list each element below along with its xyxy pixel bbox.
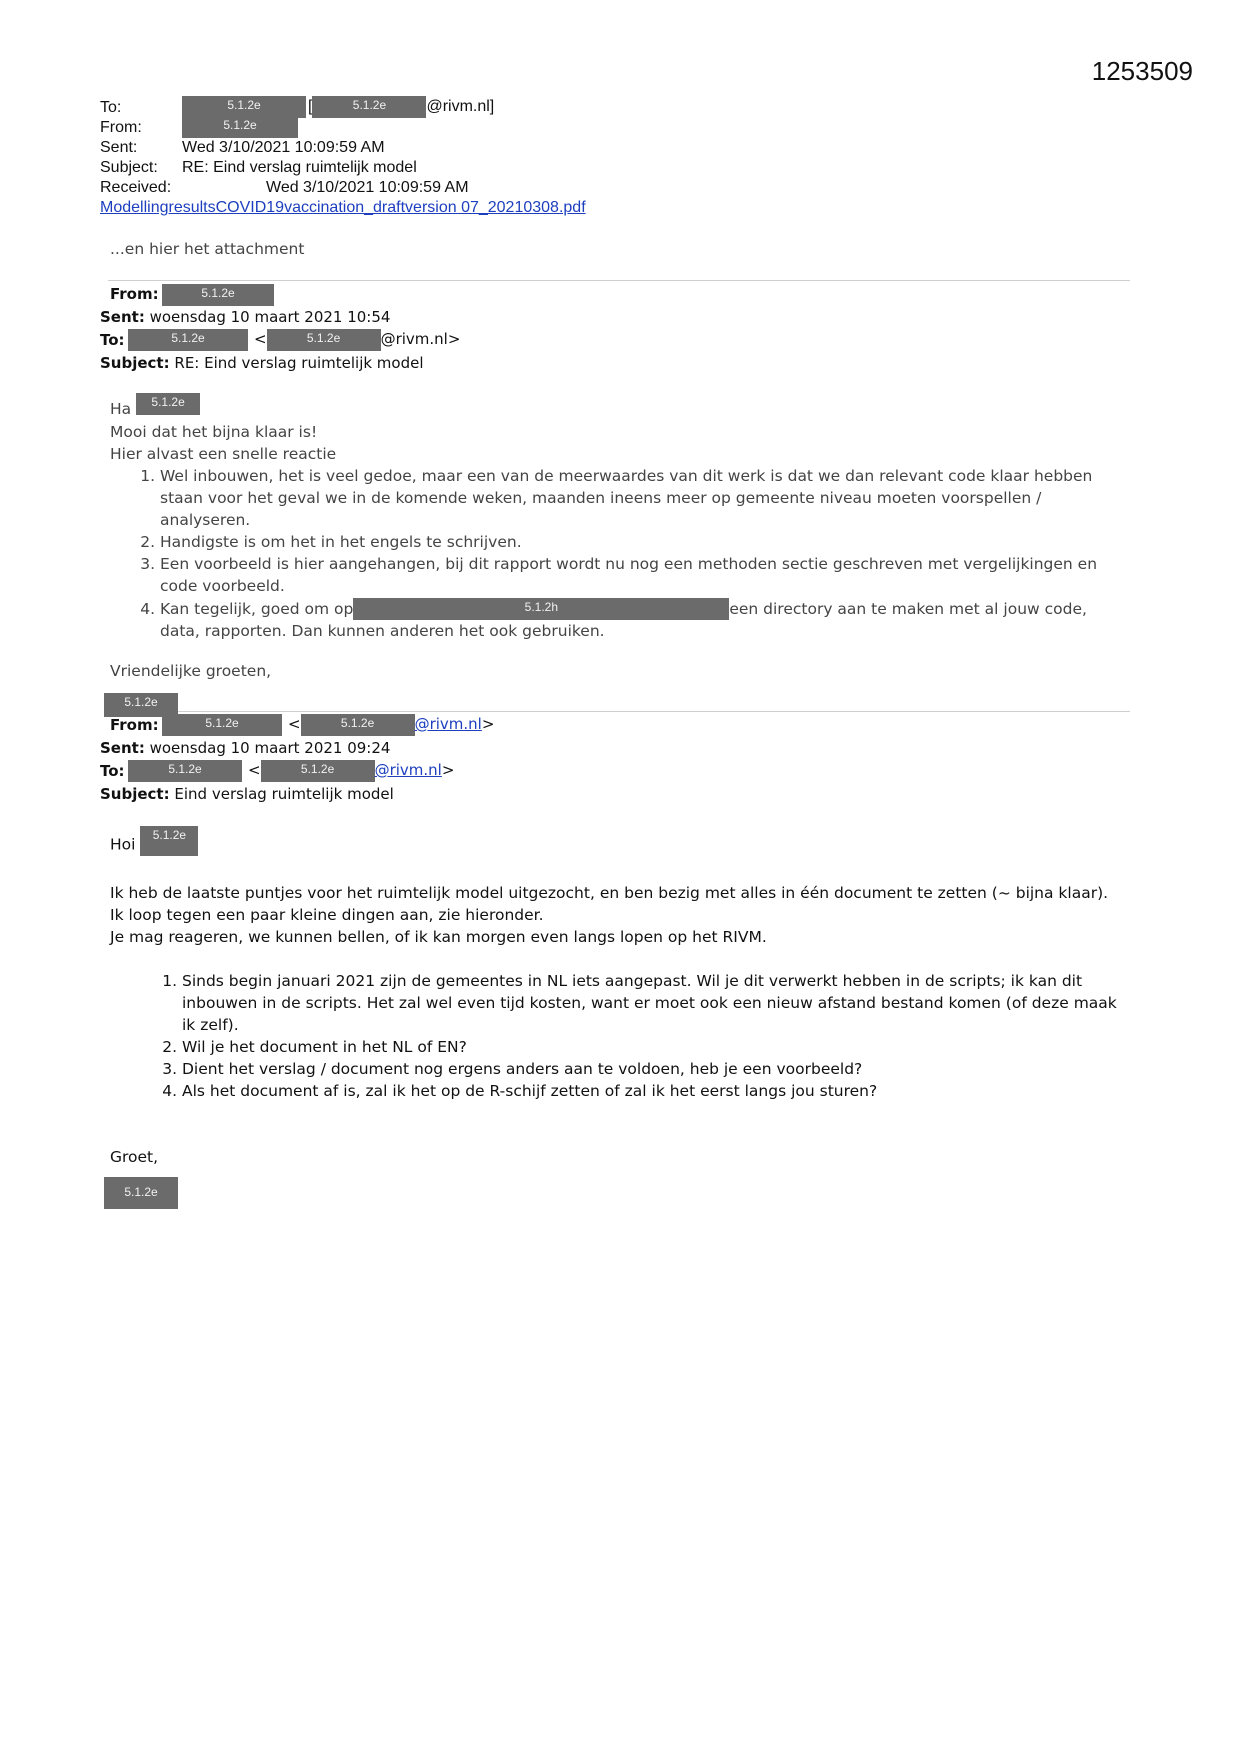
lt-sign: < xyxy=(254,330,267,348)
sent-value: Wed 3/10/2021 10:09:59 AM xyxy=(182,139,385,156)
greeting: Ha xyxy=(110,400,132,418)
received-label: Received: xyxy=(100,179,172,196)
reply-text: ...en hier het attachment xyxy=(110,240,305,258)
closing: Groet, xyxy=(110,1148,159,1166)
body-line: Hier alvast een snelle reactie xyxy=(110,444,337,463)
body-line: Mooi dat het bijna klaar is! xyxy=(110,422,318,441)
divider xyxy=(178,711,1130,712)
redaction-box: 5.1.2e xyxy=(136,393,200,415)
attachment-link[interactable]: ModellingresultsCOVID19vaccination_draftversion 07_20210308.pdf xyxy=(100,199,586,216)
document-number: 1253509 xyxy=(1091,56,1193,86)
sent-label: Sent: xyxy=(100,739,145,757)
divider xyxy=(108,280,1130,281)
list-item: 4. Kan tegelijk, goed om op 5.1.2h een directory aan te maken met al jouw code, data, rapporten. Dan kunnen anderen het ook gebruiken. xyxy=(160,598,1130,643)
to-label: To: xyxy=(100,331,125,349)
list-item: 1. Wel inbouwen, het is veel gedoe, maar een van de meerwaardes van dit werk is dat we dan relevant code klaar hebben staan voor het geval we in de komende weken, maanden ineens meer op gemeente niveau moeten voorspellen / analyseren. xyxy=(160,465,1130,531)
to-label: To: xyxy=(100,762,125,780)
subject-value: Eind verslag ruimtelijk model xyxy=(174,785,394,803)
redaction-box: 5.1.2h xyxy=(353,598,729,620)
body-paragraph: Je mag reageren, we kunnen bellen, of ik kan morgen even langs lopen op het RIVM. xyxy=(110,928,767,946)
list-item: 1. Sinds begin januari 2021 zijn de gemeentes in NL iets aangepast. Wil je dit verwerkt hebben in de scripts; ik kan dit inbouwen in de scripts. Het zal wel even tijd kosten, want er moet ook een nieuw afstand bestand komen (of deze maak ik zelf). xyxy=(182,970,1130,1036)
subject-label: Subject: xyxy=(100,785,170,803)
to-email-link[interactable]: @rivm.nl xyxy=(374,761,442,779)
sent-label: Sent: xyxy=(100,308,145,326)
redaction-box: 5.1.2e xyxy=(104,1177,178,1209)
to-domain: @rivm.nl> xyxy=(380,330,461,348)
closing: Vriendelijke groeten, xyxy=(110,662,272,680)
list-item: 4. Als het document af is, zal ik het op de R-schijf zetten of zal ik het eerst langs jou sturen? xyxy=(182,1080,1130,1102)
from-email-link[interactable]: @rivm.nl xyxy=(414,715,482,733)
redaction-box: 5.1.2e xyxy=(312,96,426,118)
redaction-box: 5.1.2e xyxy=(267,329,381,351)
list-item: 2. Wil je het document in het NL of EN? xyxy=(182,1036,1130,1058)
gt-sign: > xyxy=(481,715,495,733)
redaction-box: 5.1.2e xyxy=(128,329,248,351)
list-item: 3. Dient het verslag / document nog ergens anders aan te voldoen, heb je een voorbeeld? xyxy=(182,1058,1130,1080)
from-label: From: xyxy=(110,716,159,734)
redaction-box: 5.1.2e xyxy=(301,714,415,736)
redaction-box: 5.1.2e xyxy=(128,760,242,782)
gt-sign: > xyxy=(441,761,455,779)
body-paragraph: Ik heb de laatste puntjes voor het ruimtelijk model uitgezocht, en ben bezig met alles in één document te zetten (~ bijna klaar). xyxy=(110,884,1109,902)
subject-value: RE: Eind verslag ruimtelijk model xyxy=(174,354,424,372)
message-1-body xyxy=(110,394,1130,682)
lt-sign: < xyxy=(248,761,261,779)
to-label: To: xyxy=(100,99,122,116)
sent-label: Sent: xyxy=(100,139,138,156)
redaction-box: 5.1.2e xyxy=(182,116,298,138)
subject-value: RE: Eind verslag ruimtelijk model xyxy=(182,159,417,176)
redaction-box: 5.1.2e xyxy=(261,760,375,782)
sent-value: woensdag 10 maart 2021 09:24 xyxy=(149,739,391,757)
to-domain: @rivm.nl] xyxy=(426,98,495,116)
lt-sign: < xyxy=(288,715,301,733)
redaction-box: 5.1.2e xyxy=(162,284,274,306)
redaction-box: 5.1.2e xyxy=(162,714,282,736)
sent-value: woensdag 10 maart 2021 10:54 xyxy=(149,308,391,326)
subject-label: Subject: xyxy=(100,354,170,372)
list-item: 2. Handigste is om het in het engels te schrijven. xyxy=(160,531,1130,553)
to-bracket: [ xyxy=(308,98,313,116)
received-value: Wed 3/10/2021 10:09:59 AM xyxy=(266,179,469,196)
body-paragraph: Ik loop tegen een paar kleine dingen aan, zie hieronder. xyxy=(110,906,544,924)
list-item: 3. Een voorbeeld is hier aangehangen, bij dit rapport wordt nu nog een methoden sectie geschreven met vergelijkingen en code voorbeeld. xyxy=(160,553,1130,597)
message-2-body xyxy=(110,830,1130,1168)
redaction-box: 5.1.2e xyxy=(140,826,198,856)
redaction-box: 5.1.2e xyxy=(182,96,306,118)
subject-label: Subject: xyxy=(100,159,158,176)
from-label: From: xyxy=(110,285,159,303)
greeting: Hoi xyxy=(110,835,136,854)
redaction-box: 5.1.2e xyxy=(104,693,178,717)
from-label: From: xyxy=(100,119,142,136)
